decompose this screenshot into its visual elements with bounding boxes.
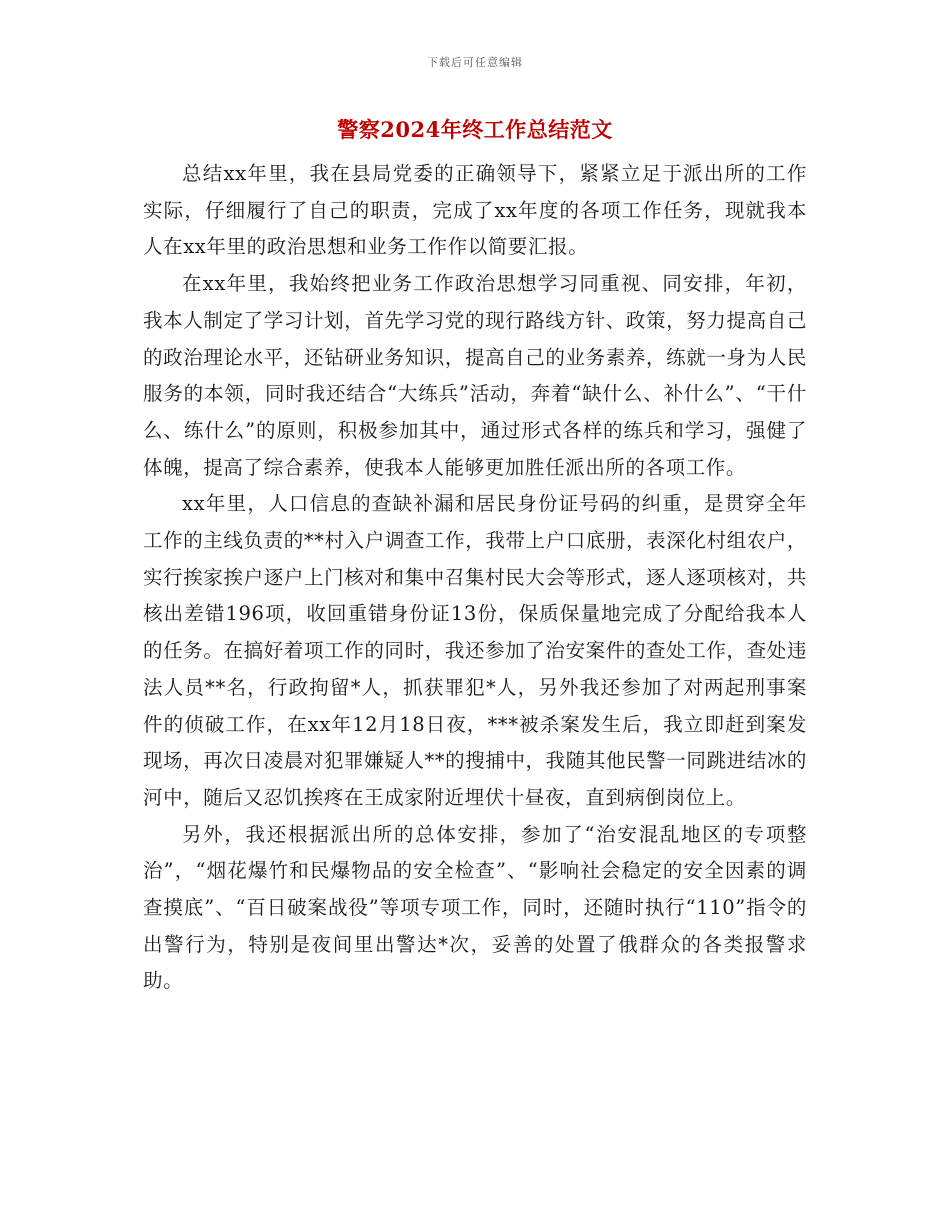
header-note: 下载后可任意编辑 bbox=[427, 56, 523, 69]
paragraph: xx年里，人口信息的查缺补漏和居民身份证号码的纠重，是贯穿全年工作的主线负责的**村入户调查工作，我带上户口底册，表深化村组农户，实行挨家挨户逐户上门核对和集中召集村民大会等形式，逐人逐项核对，共核出差错196项，收回重错身份证13份，保质保量地完成了分配给我本人的任务。在搞好着项工作的同时，我还参加了治安案件的查处工作，查处违法人员**名，行政拘留*人，抓获罪犯*人，另外我还参加了对两起刑事案件的侦破工作，在xx年12月18日夜，***被杀案发生后，我立即赶到案发现场，再次日凌晨对犯罪嫌疑人**的搜捕中，我随其他民警一同跳进结冰的河中，随后又忍饥挨疼在王成家附近埋伏十昼夜，直到病倒岗位上。 bbox=[143, 492, 807, 809]
paragraph: 另外，我还根据派出所的总体安排，参加了“治安混乱地区的专项整治”，“烟花爆竹和民爆物品的安全检查”、“影响社会稳定的安全因素的调查摸底”、“百日破案战役”等项专项工作，同时，还随时执行“110”指令的出警行为，特别是夜间里出警达*次，妥善的处置了俄群众的各类报警求助。 bbox=[143, 822, 807, 993]
paragraph: 在xx年里，我始终把业务工作政治思想学习同重视、同安排，年初，我本人制定了学习计划，首先学习党的现行路线方针、政策，努力提高自己的政治理论水平，还钻研业务知识，提高自己的业务素养，练就一身为人民服务的本领，同时我还结合“大练兵”活动，奔着“缺什么、补什么”、“干什么、练什么”的原则，积极参加其中，通过形式各样的练兵和学习，强健了体魄，提高了综合素养，使我本人能够更加胜任派出所的各项工作。 bbox=[143, 272, 807, 479]
paragraph: 总结xx年里，我在县局党委的正确领导下，紧紧立足于派出所的工作实际，仔细履行了自己的职责，完成了xx年度的各项工作任务，现就我本人在xx年里的政治思想和业务工作作以简要汇报。 bbox=[143, 162, 807, 259]
document-body bbox=[143, 156, 807, 1000]
document-title: 警察2024年终工作总结范文 bbox=[337, 117, 613, 142]
